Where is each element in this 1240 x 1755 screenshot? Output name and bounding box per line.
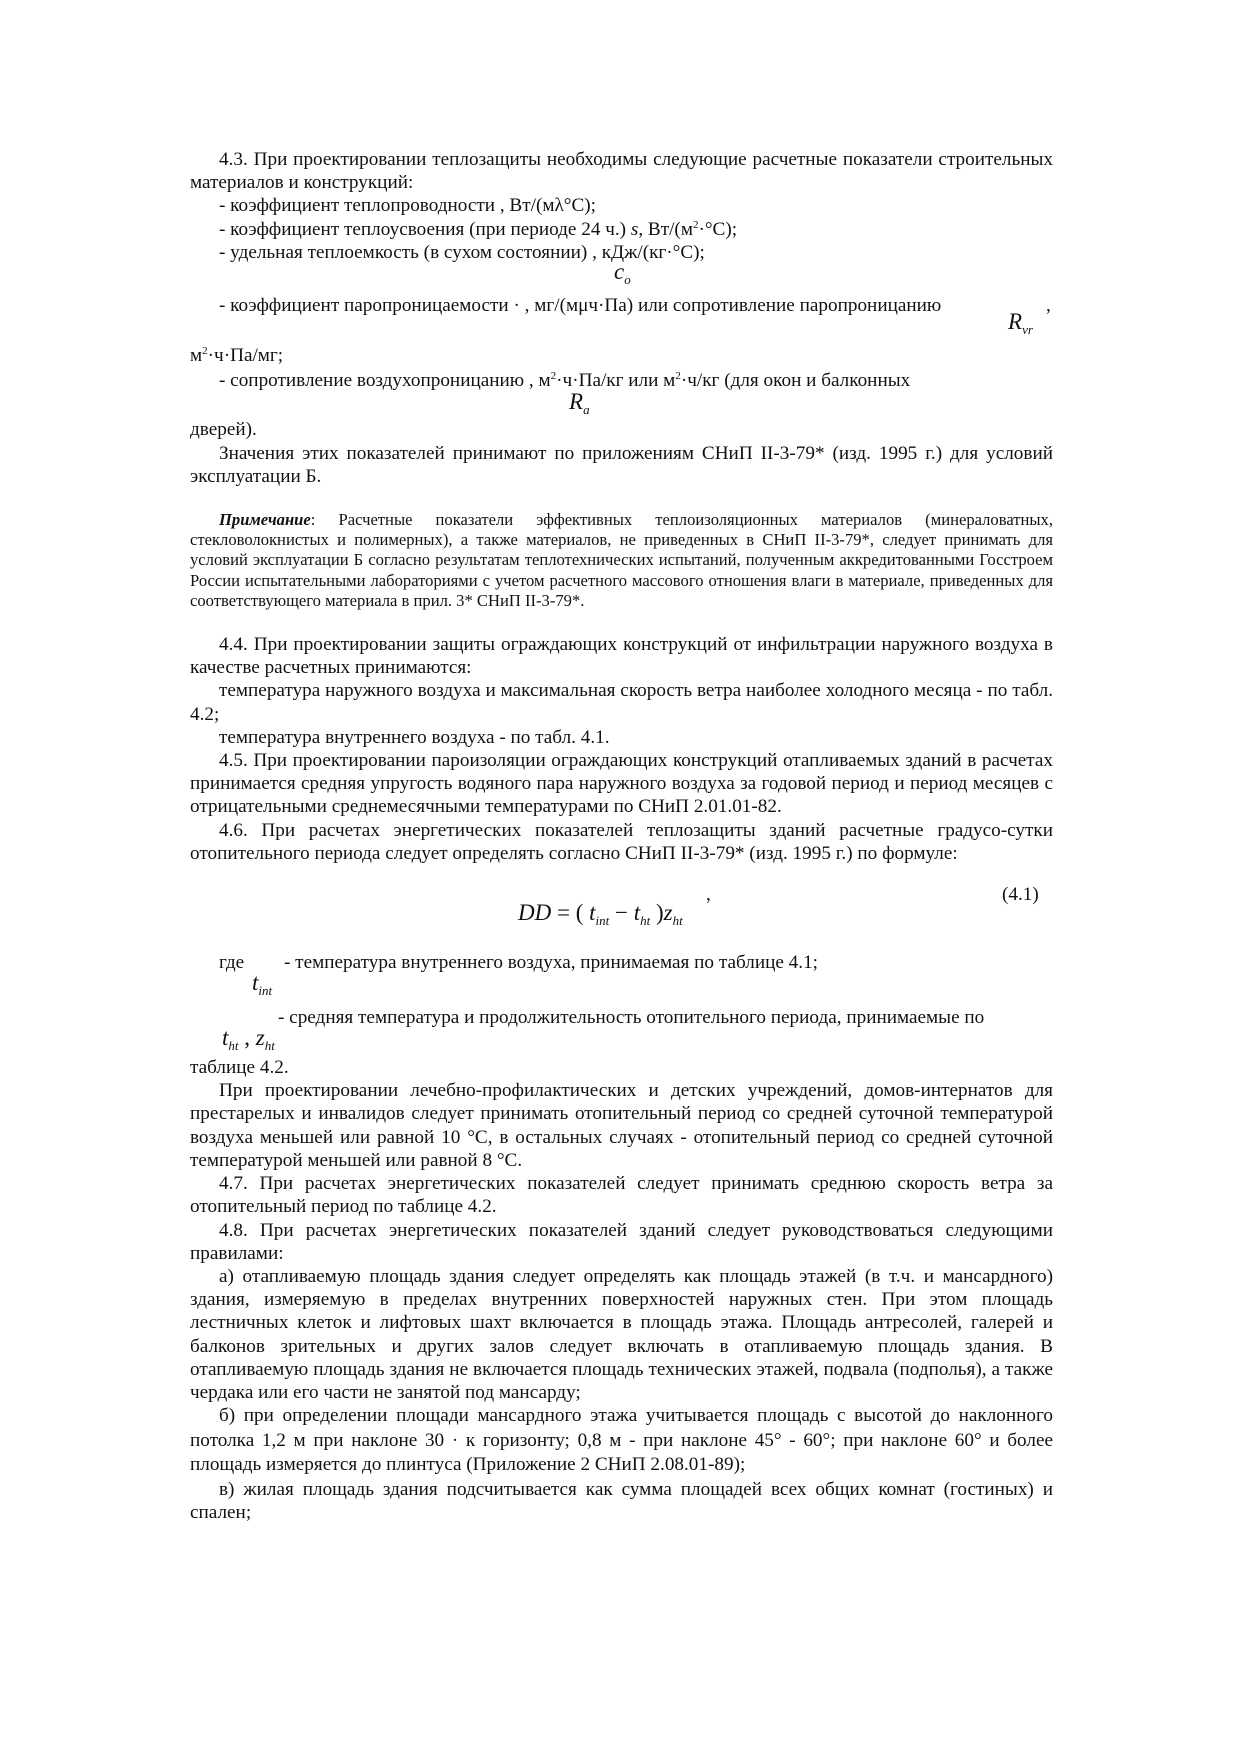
co-symbol: $c_o$	[614, 259, 631, 288]
rule-a: а) отапливаемую площадь здания следует определять как площадь этажей (в т.ч. и мансардного) здания, измеряемую в пределах внутренних поверхностей наружных стен. При этом площадь лестничных клеток и лифтовых шахт включается в площадь этажа. Площадь антресолей, галерей и балконов зрительных и других залов следует включать в отапливаемую площадь здания. В отапливаемую площадь здания не включается площадь технических этажей, подвала (подполья), а также чердака или его части не занятой под мансарду;	[190, 1265, 1053, 1403]
section-4-7: 4.7. При расчетах энергетических показателей следует принимать среднюю скорость ветра за отопительный период по таблице 4.2.	[190, 1173, 1053, 1218]
paragraph: температура наружного воздуха и максимальная скорость ветра наиболее холодного месяца - по табл. 4.2;	[190, 680, 1053, 725]
note-label: Примечание	[219, 510, 311, 530]
list-item: - удельная теплоемкость (в сухом состоянии) , кДж/(кг·°С);	[219, 241, 705, 263]
continuation: дверей).	[190, 419, 257, 441]
ra-symbol-row	[190, 389, 1053, 418]
section-4-6: 4.6. При расчетах энергетических показателей теплозащиты зданий расчетные градусо-сутки отопительного периода следует определять согласно СНиП II-3-79* (изд. 1995 г.) по формуле:	[190, 819, 1053, 864]
tint-symbol: $t_{int}$	[252, 970, 273, 999]
rule-b: б) при определении площади мансардного этажа учитывается площадь с высотой до наклонного потолка 1,2 м при наклоне 30 · к горизонту; 0,8 м - при наклоне 45° - 60°; при наклоне 60° и более площадь измеряется до плинтуса (Приложение 2 СНиП 2.08.01-89);	[190, 1405, 1053, 1476]
section-4-5: 4.5. При проектировании пароизоляции ограждающих конструкций отапливаемых зданий в расчетах принимается средняя упругость водяного пара наружного воздуха за годовой период и период месяцев с отрицательными среднемесячными температурами по СНиП 2.01.01-82.	[190, 750, 1053, 818]
list-item: - коэффициент теплопроводности , Вт/(мλ°С);	[219, 195, 596, 217]
tht-zht-symbol-row	[190, 1025, 1053, 1056]
formula-number: (4.1)	[1002, 884, 1039, 906]
s-symbol: s	[630, 218, 639, 240]
co-symbol-row	[190, 259, 1053, 290]
ra-symbol: $R_a$	[569, 389, 590, 418]
note: Примечание: Расчетные показатели эффективных теплоизоляционных материалов (минераловатных, стекловолокнистых и полимерных), а также материалов, не приведенных в СНиП II-3-79*, следует принимать для условий эксплуатации Б согласно результатам теплотехнических испытаний, полученным аккредитованными Госстроем России испытательными лабораториями с учетом расчетного массового отношения влаги в материале, приведенных для соответствующего материала в прил. 3* СНиП II-3-79*.	[190, 510, 1053, 610]
continuation: таблице 4.2.	[190, 1057, 289, 1079]
paragraph: Значения этих показателей принимают по приложениям СНиП II-3-79* (изд. 1995 г.) для условий эксплуатации Б.	[190, 442, 1053, 487]
where-tint-row: где - температура внутреннего воздуха, принимаемая по таблице 4.1;	[219, 952, 818, 974]
paragraph: температура внутреннего воздуха - по табл. 4.1.	[219, 726, 610, 748]
rule-c: в) жилая площадь здания подсчитывается как сумма площадей всех общих комнат (гостиных) и спален;	[190, 1478, 1053, 1523]
tht-zht-symbols: $t_{ht}$ , $z_{ht}$	[222, 1025, 275, 1054]
section-4-4-intro: 4.4. При проектировании защиты ограждающих конструкций от инфильтрации наружного воздуха в качестве расчетных принимаются:	[190, 634, 1053, 679]
rvr-symbol: $R_{vr}$	[1008, 309, 1033, 338]
list-item: - коэффициент теплоусвоения (при периоде 24 ч.) s, $Вт/(м^2\cdot^\circ С)$;	[219, 218, 738, 240]
section-4-3-intro: 4.3. При проектировании теплозащиты необходимы следующие расчетные показатели строительных материалов и конструкций:	[190, 149, 1053, 194]
list-item: - сопротивление воздухопроницанию , $м^2\cdot ч\cdot Па/кг$ или $м^2\cdot ч/кг$ (для окон и балконных	[219, 370, 911, 392]
unit-continuation: $м^2\cdot ч\cdot Па/мг$;	[190, 345, 284, 367]
section-4-8-intro: 4.8. При расчетах энергетических показателей зданий следует руководствоваться следующими правилами:	[190, 1219, 1053, 1264]
paragraph: При проектировании лечебно-профилактических и детских учреждений, домов-интернатов для престарелых и инвалидов следует принимать отопительный период со средней суточной температурой воздуха меньшей или равной 10 °С, в остальных случаях - отопительный период со средней суточной температурой меньшей или равной 8 °С.	[190, 1080, 1053, 1171]
document-page	[190, 148, 1053, 1524]
list-item: - коэффициент паропроницаемости · , мг/(мμч·Па) или сопротивление паропроницанию ,	[219, 295, 1051, 317]
rvr-symbol-row	[190, 309, 1053, 344]
formula-4-1: , (4.1) DD = ( $t_{int} - t_{ht}$ )$z_{ht}$	[518, 884, 1039, 929]
where-tht-row: - средняя температура и продолжительность отопительного периода, принимаемые по	[278, 1007, 985, 1029]
formula: DD = ( $t_{int} - t_{ht}$ )$z_{ht}$	[518, 900, 683, 929]
